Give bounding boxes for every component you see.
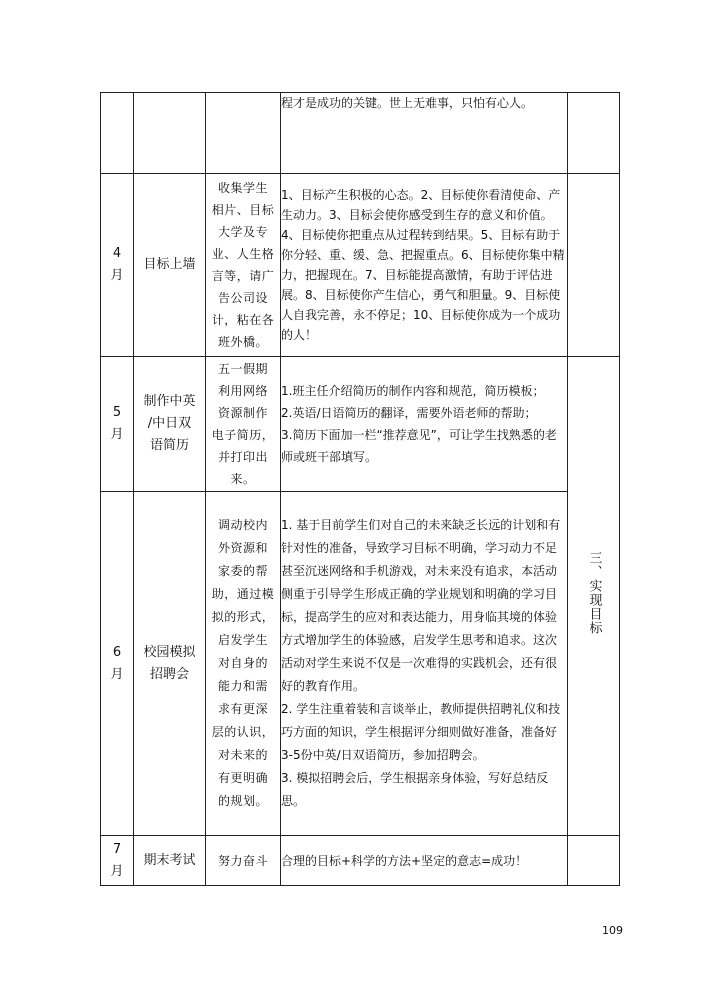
method-line: 有更明确 — [217, 771, 268, 785]
activity-title-cell — [134, 174, 206, 357]
goal-label: 三、实现目标 — [586, 551, 602, 635]
method-line: 利用网络 — [217, 384, 268, 398]
month-unit: 月 — [110, 863, 124, 879]
content-paragraph: 1、目标产生积极的心态。2、目标使你看清使命、产生动力。3、目标会使你感受到生存的意义和价值。4、目标使你把重点从过程转到结果。5、目标有助于你分轻、重、缓、急、把握重点。6、目标使你集中精力，把握现在。7、目标能提高激情，有助于评估进展。8、目标使你产生信心，勇气和胆量。9、目标使人自我完善，永不停足；10、目标使你成为一个成功的人！ — [281, 188, 565, 342]
method-cell — [206, 357, 281, 492]
content-cell — [281, 93, 568, 174]
content-paragraph: 合理的目标+科学的方法+坚定的意志=成功！ — [281, 853, 528, 868]
method-line: 求有更深 — [217, 702, 268, 716]
activity-title-cell — [134, 836, 206, 886]
table-row — [101, 492, 620, 836]
activity-title-line: 制作中英 — [143, 394, 196, 409]
table-row — [101, 836, 620, 886]
method-line: 收集学生 — [217, 181, 268, 195]
method-line: 启发学生 — [217, 633, 268, 647]
method-cell — [206, 492, 281, 836]
method-line: 调动校内 — [217, 518, 268, 532]
content-paragraph: 3.简历下面加一栏“推荐意见”，可让学生找熟悉的老师或班干部填写。 — [281, 428, 557, 464]
content-paragraph: 2.英语/日语简历的翻译，需要外语老师的帮助； — [281, 406, 537, 420]
activity-title-line: 校园模拟 — [143, 644, 196, 660]
content-paragraph: 1.班主任介绍简历的制作内容和规范，简历模板； — [281, 384, 545, 398]
month-cell — [101, 492, 134, 836]
content-cell — [281, 174, 568, 357]
method-line: 对自身的 — [217, 656, 268, 670]
method-line: 努力奋斗 — [217, 853, 268, 868]
method-line: 业、人生格 — [211, 247, 275, 261]
method-line: 资源制作 — [217, 406, 268, 420]
method-line: 班外橋。 — [217, 335, 268, 349]
method-line: 拟的形式， — [211, 610, 275, 624]
content-cell — [281, 492, 568, 836]
content-paragraph: 1. 基于目前学生们对自己的未来缺乏长远的计划和有针对性的准备，导致学习目标不明确，学习动力不足甚至沉迷网络和手机游戏，对未来没有追求，本活动侧重于引导学生形成正确的学业规划和明确的学习目标，提高学生的应对和表达能力，用身临其境的体验方式增加学生的体验感，启发学生思考和追求。这次活动对学生来说不仅是一次难得的实践机会，还有很好的教育作用。 — [281, 518, 561, 693]
method-line: 对未来的 — [217, 748, 268, 762]
month-cell — [101, 93, 134, 174]
goal-cell — [568, 93, 620, 174]
method-cell — [206, 93, 281, 174]
activity-title-line: /中日双 — [147, 416, 192, 431]
activity-title-line: 期末考试 — [143, 852, 196, 868]
goal-cell — [568, 357, 620, 836]
method-line: 的规划。 — [217, 794, 268, 808]
method-line: 能力和需 — [217, 679, 268, 693]
month-number: 5 — [112, 405, 122, 420]
page-number: 109 — [602, 924, 623, 937]
activity-title-cell — [134, 492, 206, 836]
content-paragraph: 3. 模拟招聘会后，学生根据亲身体验，写好总结反思。 — [281, 771, 549, 808]
month-cell — [101, 836, 134, 886]
method-line: 大学及专 — [217, 225, 268, 239]
table-row — [101, 93, 620, 174]
method-line: 电子简历， — [211, 428, 275, 442]
content-paragraph: 2. 学生注重着装和言谈举止，教师提供招聘礼仪和技巧方面的知识，学生根据评分细则做好准备，准备好3-5份中英/日双语简历，参加招聘会。 — [281, 702, 561, 762]
month-number: 4 — [112, 246, 122, 261]
method-line: 家委的帮 — [217, 564, 268, 578]
month-number: 7 — [112, 841, 122, 857]
activity-title-cell — [134, 93, 206, 174]
month-cell — [101, 357, 134, 492]
method-line: 来。 — [230, 472, 256, 486]
method-line: 相片、目标 — [211, 203, 275, 217]
method-line: 计，粘在各 — [211, 313, 275, 327]
activity-title-cell — [134, 357, 206, 492]
method-line: 层的认识， — [211, 725, 275, 739]
goal-cell — [568, 174, 620, 357]
plan-table — [100, 92, 620, 886]
table-row — [101, 174, 620, 357]
method-line: 告公司设 — [217, 291, 268, 305]
content-cell — [281, 836, 568, 886]
goal-cell — [568, 836, 620, 886]
method-line: 助，通过模 — [211, 587, 275, 601]
month-unit: 月 — [110, 666, 124, 682]
method-cell — [206, 174, 281, 357]
method-line: 外资源和 — [217, 541, 268, 555]
method-cell — [206, 836, 281, 886]
method-line: 并打印出 — [217, 450, 268, 464]
month-number: 6 — [112, 644, 122, 660]
content-cell — [281, 357, 568, 492]
activity-title-line: 目标上墙 — [143, 257, 196, 272]
activity-title-line: 语简历 — [149, 438, 189, 453]
content-paragraph: 程才是成功的关键。世上无难事，只怕有心人。 — [281, 96, 534, 110]
month-cell — [101, 174, 134, 357]
month-unit: 月 — [110, 427, 124, 442]
table-row — [101, 357, 620, 492]
method-line: 言等，请广 — [211, 269, 275, 283]
month-unit: 月 — [110, 268, 124, 283]
activity-title-line: 招聘会 — [149, 666, 189, 682]
method-line: 五一假期 — [217, 362, 268, 376]
